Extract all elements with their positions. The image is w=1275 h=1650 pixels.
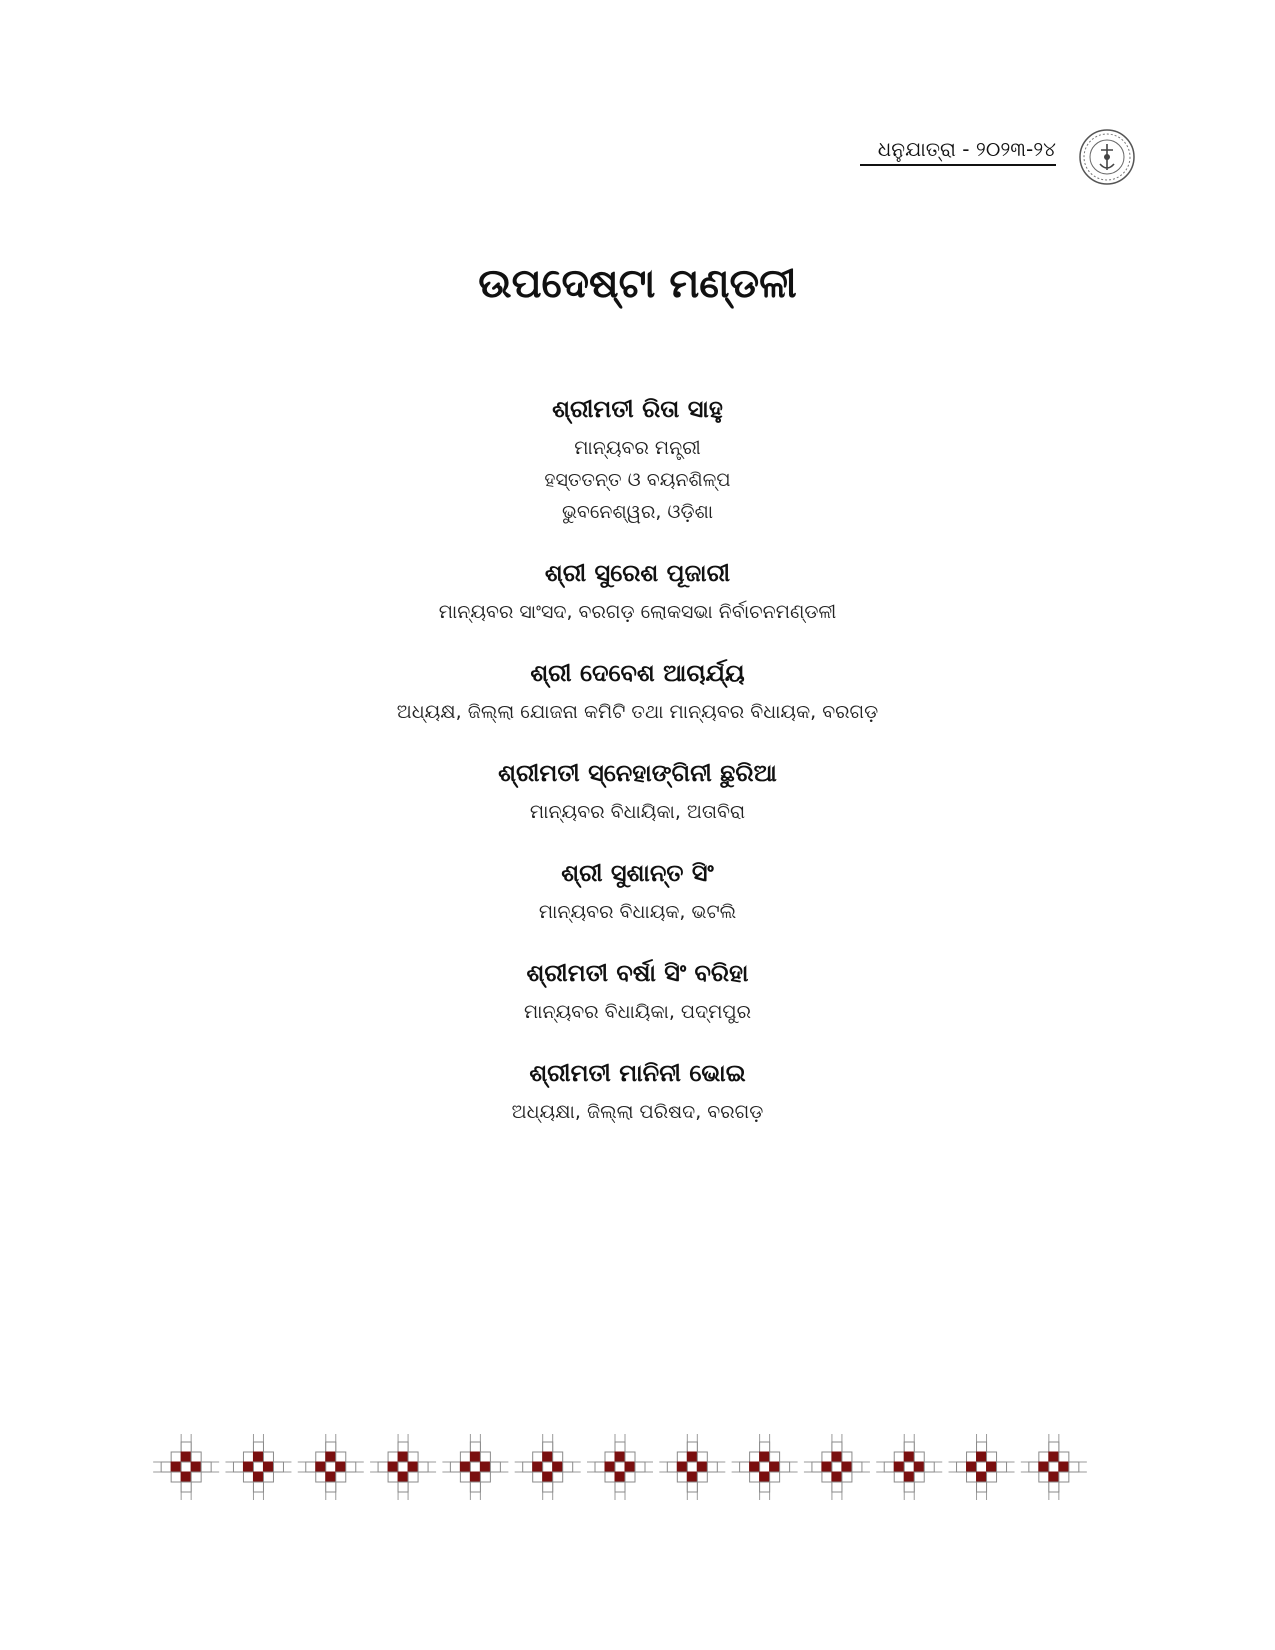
advisory-board-list xyxy=(0,392,1275,1156)
checkered-cross-motif-icon xyxy=(153,1434,219,1500)
member-designation: ମାନ୍ୟବର ସାଂସଦ, ବରଗଡ଼ ଲୋକସଭା ନିର୍ବାଚନମଣ୍ଡଳୀ xyxy=(438,601,837,623)
checkered-cross-motif-icon xyxy=(370,1434,436,1500)
member-entry xyxy=(0,656,1275,728)
member-entry xyxy=(0,392,1275,528)
member-name: ଶ୍ରୀମତୀ ରିତା ସାହୁ xyxy=(552,395,723,423)
member-entry xyxy=(0,1056,1275,1128)
member-entry xyxy=(0,856,1275,928)
member-entry xyxy=(0,756,1275,828)
checkered-cross-motif-icon xyxy=(442,1434,508,1500)
checkered-cross-motif-icon xyxy=(949,1434,1015,1500)
checkered-cross-motif-icon xyxy=(587,1434,653,1500)
page-title: ଉପଦେଷ୍ଟା ମଣ୍ଡଳୀ xyxy=(478,261,797,307)
checkered-cross-motif-icon xyxy=(659,1434,725,1500)
checkered-cross-motif-icon xyxy=(804,1434,870,1500)
decorative-border-strip xyxy=(150,1432,1090,1502)
checkered-cross-motif-icon xyxy=(515,1434,581,1500)
member-name: ଶ୍ରୀମତୀ ବର୍ଷା ସିଂ ବରିହା xyxy=(526,959,749,987)
header-title: ଧନୁଯାତ୍ରା - ୨୦୨୩-୨୪ xyxy=(860,136,1056,166)
member-name: ଶ୍ରୀମତୀ ସ୍ନେହାଙ୍ଗିନୀ ଛୁରିଆ xyxy=(498,759,777,787)
member-name: ଶ୍ରୀ ସୁରେଶ ପୂଜାରୀ xyxy=(544,559,731,587)
checkered-cross-motif-icon xyxy=(1021,1434,1087,1500)
checkered-cross-motif-icon xyxy=(732,1434,798,1500)
member-entry xyxy=(0,556,1275,628)
checkered-cross-motif-icon xyxy=(225,1434,291,1500)
member-designation: ଭୁବନେଶ୍ୱର, ଓଡ଼ିଶା xyxy=(561,501,714,523)
member-designation: ହସ୍ତତନ୍ତ ଓ ବୟନଶିଳ୍ପ xyxy=(544,469,731,491)
member-designation: ମାନ୍ୟବର ବିଧାୟକ, ଭଟଲି xyxy=(538,901,737,923)
member-designation: ମାନ୍ୟବର ବିଧାୟିକା, ପଦ୍ମପୁର xyxy=(523,1001,752,1023)
member-name: ଶ୍ରୀ ଦେବେଶ ଆଚାର୍ଯ୍ୟ xyxy=(530,659,745,687)
checkered-cross-motif-icon xyxy=(298,1434,364,1500)
member-designation: ମାନ୍ୟବର ବିଧାୟିକା, ଅତାବିରା xyxy=(529,801,746,823)
page-header xyxy=(860,128,1140,192)
member-designation: ଅଧ୍ୟକ୍ଷା, ଜିଲ୍ଲା ପରିଷଦ, ବରଗଡ଼ xyxy=(511,1101,764,1123)
checkered-cross-motif-icon xyxy=(876,1434,942,1500)
member-name: ଶ୍ରୀମତୀ ମାନିନୀ ଭୋଇ xyxy=(529,1059,746,1087)
member-designation: ଅଧ୍ୟକ୍ଷ, ଜିଲ୍ଲା ଯୋଜନା କମିଟି ତଥା ମାନ୍ୟବର ବିଧାୟକ, ବରଗଡ଼ xyxy=(396,701,879,723)
member-designation: ମାନ୍ୟବର ମନ୍ତ୍ରୀ xyxy=(574,437,701,459)
member-name: ଶ୍ରୀ ସୁଶାନ୍ତ ସିଂ xyxy=(561,859,714,887)
member-entry xyxy=(0,956,1275,1028)
government-seal-icon xyxy=(1078,128,1136,186)
